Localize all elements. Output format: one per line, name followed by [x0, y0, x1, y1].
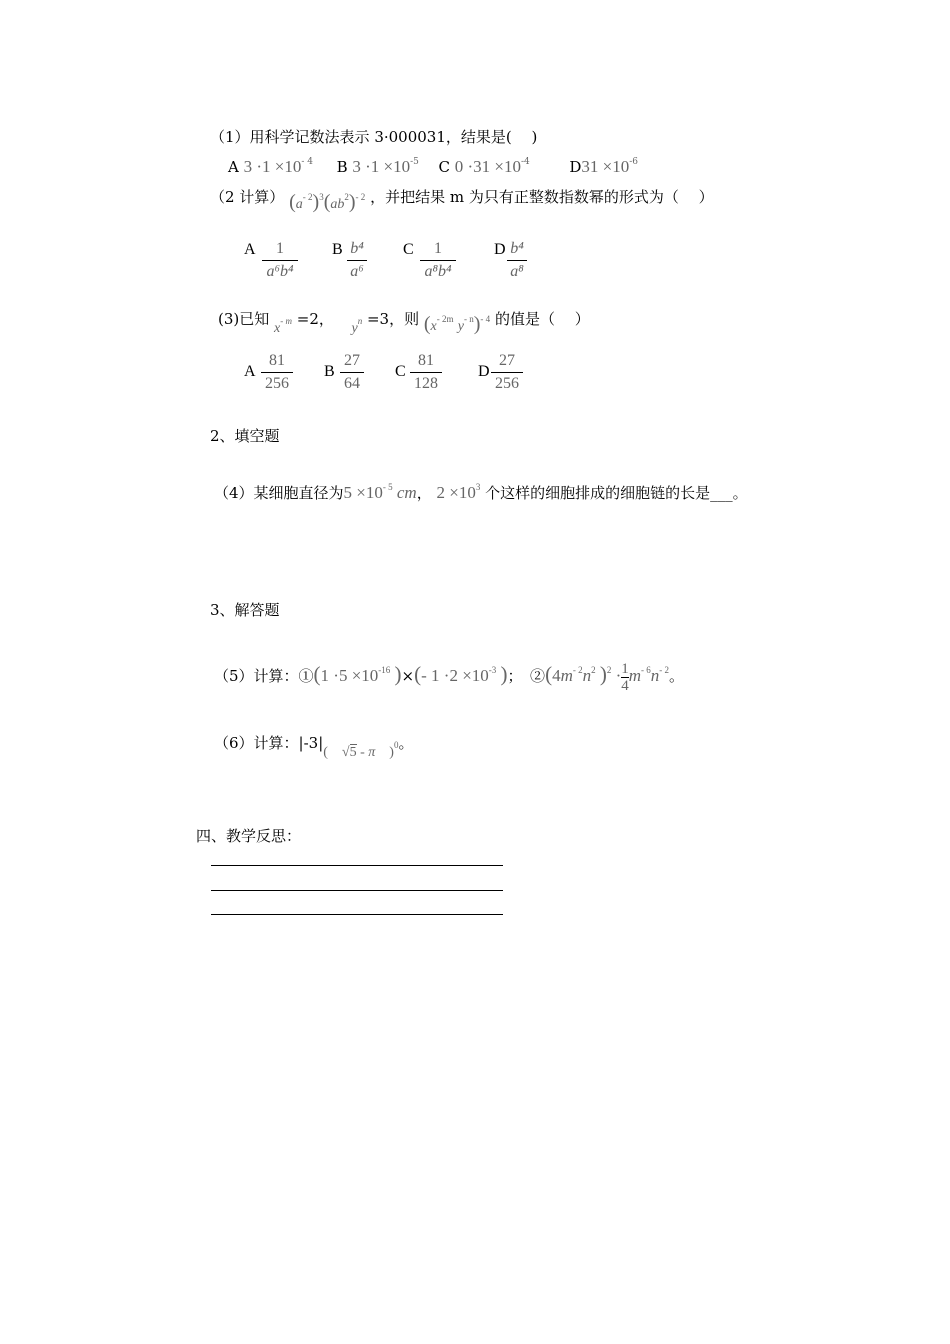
q5-sep: ； ② [507, 667, 546, 685]
q5-expression-2: ($4m^{- 2}n^2$ )$^2$ · $\frac{1}{4}$ $m^{- 6}n^{- 2}$ [545, 660, 670, 694]
section-3-title: 3、解答题 [210, 601, 280, 619]
q1-option-d[interactable]: $D31 \times 10^{-6}$ [569, 157, 638, 176]
q4-middle: ， [416, 484, 432, 502]
q4-diameter: $5 \times 10^{- 5}$ cm [343, 482, 417, 502]
q5-times: × [401, 667, 415, 685]
q3-stem [218, 303, 590, 336]
q6-end: 。 [398, 734, 414, 752]
q4 [214, 477, 748, 503]
q6 [214, 727, 414, 760]
section-2-title: 2、填空题 [210, 427, 280, 445]
q3-option-a-fraction: 81 256 [261, 352, 293, 393]
q3-option-c-label[interactable]: C [395, 363, 406, 380]
q3-eq2: =3，则 [366, 310, 420, 328]
q1-options [228, 152, 638, 177]
section-4-title: 四、教学反思： [196, 827, 302, 845]
q3-y-power: $y^n$ [351, 316, 363, 336]
q2-stem-prefix: （2 计算） [210, 188, 285, 206]
q3-x-power: $x^{- m}$ [274, 316, 292, 336]
q3-option-a-label[interactable]: A [244, 363, 256, 380]
q3-option-c-fraction: 81 128 [410, 352, 442, 393]
q2-option-b-label[interactable]: B [332, 241, 343, 258]
q2-option-c-fraction: 1 a⁸b⁴ [420, 240, 456, 281]
q2-option-a-label[interactable]: A [244, 241, 256, 258]
q5 [214, 660, 684, 694]
q1-option-a[interactable]: A $3 \cdot 1 \times 10^{- 4}$ [228, 157, 314, 176]
q3-option-d-label[interactable]: D [478, 363, 490, 380]
q4-prefix: （4）某细胞直径为 [214, 484, 344, 502]
q2-expression: $(a^{- 2})^3(ab^2)^{- 2}$ [289, 191, 366, 213]
reflection-line-1[interactable] [211, 865, 503, 866]
q3-option-d-fraction: 27 256 [491, 352, 523, 393]
q2-option-a-fraction: 1 a⁶b⁴ [262, 240, 298, 281]
q5-end: 。 [669, 667, 685, 685]
q6-expression: ( √5 - π )$^0$ [323, 740, 399, 760]
q2-stem [210, 181, 714, 213]
q3-option-b-fraction: 27 64 [340, 352, 364, 393]
q3-expression: ($x^{- 2m}$ $y^{- n})^{- 4}$ [423, 313, 491, 335]
q3-stem-suffix: 的值是（ ） [494, 310, 590, 328]
q2-option-d-label[interactable]: D [494, 241, 506, 258]
q5-prefix: （5）计算：① [214, 667, 314, 685]
q2-option-b-fraction: b⁴ a⁶ [347, 240, 367, 281]
q3-eq1: =2， [296, 310, 334, 328]
q2-option-d-fraction: b⁴ a⁸ [507, 240, 527, 281]
q4-count: $2 \times 10^3$ [436, 482, 481, 502]
q6-prefix: （6）计算：|-3| [214, 734, 324, 752]
q4-suffix: 个这样的细胞排成的细胞链的长是___。 [485, 484, 748, 502]
q3-stem-prefix: (3)已知 [218, 310, 270, 328]
q3-option-b-label[interactable]: B [324, 363, 335, 380]
q2-stem-suffix: ，并把结果 m 为只有正整数指数幂的形式为（ ） [370, 188, 714, 206]
reflection-line-3[interactable] [211, 914, 503, 915]
q5-expression-1b: (- $1 \cdot 2 \times 10^{-3}$ ) [414, 662, 508, 686]
q1-option-b[interactable]: B $3 \cdot 1 \times 10^{-5}$ [336, 157, 419, 176]
q2-option-c-label[interactable]: C [403, 241, 414, 258]
reflection-line-2[interactable] [211, 890, 503, 891]
q1-stem: （1）用科学记数法表示 3·000031，结果是( ) [210, 128, 538, 146]
q5-expression-1a: ($1 \cdot 5 \times 10^{-16}$ ) [313, 662, 402, 686]
q1-option-c[interactable]: C $0 \cdot 31 \times 10^{-4}$ [438, 157, 530, 176]
